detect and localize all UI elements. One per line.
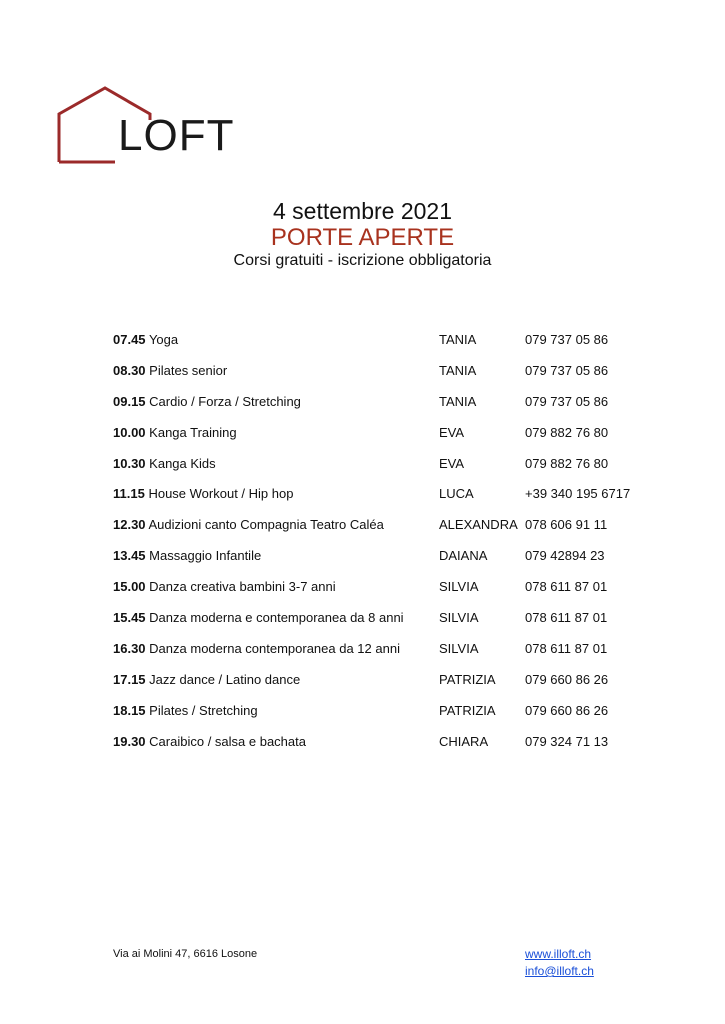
course-cell [113,578,336,596]
time-label: 17.15 [113,671,146,687]
course-cell [113,455,216,473]
course-name: House Workout / Hip hop [148,486,294,502]
instructor-name: TANIA [439,393,477,409]
schedule-row [113,578,673,609]
phone-number: 078 611 87 01 [525,640,608,656]
instructor-name: ALEXANDRA [439,517,518,533]
course-cell [113,331,178,349]
time-label: 18.15 [113,702,146,718]
time-label: 10.30 [113,455,146,471]
time-label: 16.30 [113,640,146,656]
schedule-row [113,424,673,455]
instructor-name: TANIA [439,332,477,347]
schedule-row [113,702,673,733]
time-label: 08.30 [113,362,146,378]
schedule-row [113,331,673,362]
phone-number: 079 660 86 26 [525,702,609,718]
instructor-name: SILVIA [439,640,479,656]
course-cell [113,733,306,751]
time-label: 07.45 [113,332,146,347]
course-name: Massaggio Infantile [149,548,262,564]
course-name: Kanga Kids [149,455,216,471]
course-name: Pilates / Stretching [149,702,258,718]
schedule-row [113,733,673,764]
event-tagline: Corsi gratuiti - iscrizione obbligatoria [233,252,492,269]
time-label: 19.30 [113,733,146,749]
phone-number: 079 882 76 80 [525,424,609,440]
schedule-row [113,609,673,640]
schedule-row [113,362,673,393]
course-cell [113,362,227,380]
phone-number: 079 737 05 86 [525,362,609,378]
phone-number: 078 611 87 01 [525,610,608,626]
instructor-name: DAIANA [439,548,488,564]
course-name: Jazz dance / Latino dance [149,671,301,687]
schedule-row [113,671,673,702]
footer-address: Via ai Molini 47, 6616 Losone [113,948,258,960]
course-name: Danza creativa bambini 3-7 anni [149,579,336,595]
instructor-name: EVA [439,455,465,471]
schedule-row [113,640,673,671]
phone-number: 078 611 87 01 [525,579,608,595]
course-cell [113,424,237,442]
phone-number: 078 606 91 11 [525,517,608,533]
course-name: Kanga Training [149,424,237,440]
phone-number: 079 737 05 86 [525,393,609,409]
schedule-row [113,516,673,547]
schedule-row [113,393,673,424]
phone-number: +39 340 195 6717 [525,486,631,502]
logo-text: LOFT [118,111,235,160]
phone-number: 079 42894 23 [525,548,605,564]
loft-logo [56,86,235,164]
instructor-name: PATRIZIA [439,671,496,687]
time-label: 13.45 [113,548,146,564]
time-label: 15.45 [113,610,146,626]
phone-number: 079 737 05 86 [525,332,609,347]
footer-links [525,946,594,980]
time-label: 10.00 [113,424,146,440]
event-date: 4 settembre 2021 [272,198,452,224]
course-name: Audizioni canto Compagnia Teatro Caléa [148,517,384,533]
course-name: Pilates senior [149,362,228,378]
event-title: PORTE APERTE [270,224,455,251]
time-label: 11.15 [113,486,145,502]
schedule-row [113,455,673,486]
instructor-name: CHIARA [439,733,489,749]
course-cell [113,640,400,658]
course-cell [113,516,384,534]
course-cell [113,393,301,411]
course-name: Yoga [148,332,179,347]
instructor-name: TANIA [439,362,477,378]
course-name: Cardio / Forza / Stretching [149,393,301,409]
instructor-name: EVA [439,424,465,440]
time-label: 12.30 [113,517,146,533]
time-label: 09.15 [113,393,146,409]
course-cell [113,702,258,720]
course-cell [113,609,404,627]
schedule-row [113,547,673,578]
course-cell [113,485,293,503]
schedule-table [113,331,673,763]
phone-number: 079 324 71 13 [525,733,609,749]
schedule-row [113,485,673,516]
phone-number: 079 660 86 26 [525,671,609,687]
instructor-name: LUCA [439,486,474,502]
course-name: Danza moderna contemporanea da 12 anni [149,640,400,656]
email-link[interactable]: info@illoft.ch [525,964,594,978]
course-cell [113,547,261,565]
course-name: Danza moderna e contemporanea da 8 anni [149,610,404,626]
course-cell [113,671,300,689]
website-link[interactable]: www.illoft.ch [525,947,592,961]
course-name: Caraibico / salsa e bachata [149,733,306,749]
instructor-name: PATRIZIA [439,702,496,718]
time-label: 15.00 [113,579,146,595]
instructor-name: SILVIA [439,579,479,595]
phone-number: 079 882 76 80 [525,455,609,471]
instructor-name: SILVIA [439,610,479,626]
